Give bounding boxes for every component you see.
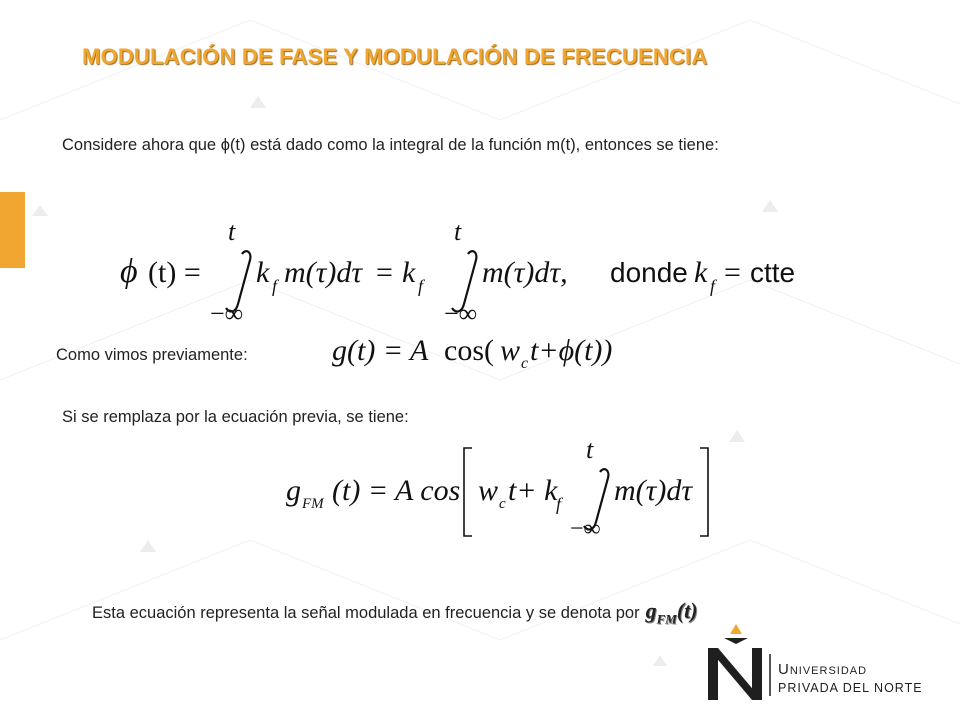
eq1-upper-limit: t xyxy=(228,218,236,246)
eq1-donde: donde xyxy=(610,257,688,288)
eq3-upper-limit: t xyxy=(586,436,594,464)
eq3-fm: FM xyxy=(302,496,324,512)
como-vimos-label: Como vimos previamente: xyxy=(56,346,248,364)
eq1-lower-limit-2: −∞ xyxy=(444,299,478,326)
eq1-k: k xyxy=(256,256,270,289)
eq3-left-bracket xyxy=(464,448,472,536)
eq3-lhs: (t) = A cos xyxy=(332,474,461,507)
eq2-g-t: g(t) = A xyxy=(332,334,429,367)
eq1-ctte: ctte xyxy=(750,257,796,288)
logo-accent-triangle xyxy=(730,624,742,634)
university-logo xyxy=(700,624,950,704)
eq2-cos: cos( xyxy=(444,334,494,367)
logo-n-mark xyxy=(708,624,762,700)
accent-bar xyxy=(0,192,25,268)
eq3-t-plus-k: t+ k xyxy=(508,474,558,507)
intro-paragraph: Considere ahora que ϕ(t) está dado como la integral de la función m(t), entonces se tiene: xyxy=(62,136,719,154)
si-se-remplaza-label: Si se remplaza por la ecuación previa, se tiene: xyxy=(62,408,409,426)
closing-sentence xyxy=(92,598,698,627)
eq1-upper-limit-2: t xyxy=(454,218,462,246)
eq1-equals: = xyxy=(376,256,393,289)
eq3-right-bracket xyxy=(700,448,708,536)
equation-g-fm xyxy=(280,436,720,544)
eq3-w: w xyxy=(478,474,499,507)
eq3-lower-limit: −∞ xyxy=(570,516,601,542)
eq1-k2: k xyxy=(402,256,416,289)
eq1-f: f xyxy=(272,276,278,296)
closing-symbol-gfm: $g_{FM}(t)$ xyxy=(645,598,698,627)
eq1-lhs: (t) = xyxy=(148,256,201,289)
logo-line-1: Universidad xyxy=(778,661,868,678)
eq3-f: f xyxy=(556,494,562,514)
eq1-f3: f xyxy=(710,276,716,296)
eq1-integrand: m(τ)dτ xyxy=(284,256,363,289)
eq1-lower-limit: −∞ xyxy=(210,299,244,326)
eq1-k3: k xyxy=(694,256,708,289)
closing-text: Esta ecuación representa la señal modulada en frecuencia y se denota por xyxy=(92,604,640,622)
eq3-integrand: m(τ)dτ xyxy=(614,474,693,507)
eq2-w: w xyxy=(500,334,521,367)
eq1-f2: f xyxy=(418,276,424,296)
slide-title: MODULACIÓN DE FASE Y MODULACIÓN DE FRECUENCIA xyxy=(82,44,708,69)
eq3-c: c xyxy=(499,496,506,512)
equation-g-t xyxy=(328,328,628,372)
eq1-eq-ctte: = xyxy=(724,256,741,289)
eq1-phi: ϕ xyxy=(120,253,138,290)
eq2-tail: t+ϕ(t)) xyxy=(530,334,613,367)
eq1-integrand-2: m(τ)dτ, xyxy=(482,256,568,289)
eq2-c: c xyxy=(521,355,529,372)
eq3-g: g xyxy=(286,474,301,507)
equation-phase-integral xyxy=(110,218,840,326)
logo-line-2: Privada del Norte xyxy=(778,681,923,695)
